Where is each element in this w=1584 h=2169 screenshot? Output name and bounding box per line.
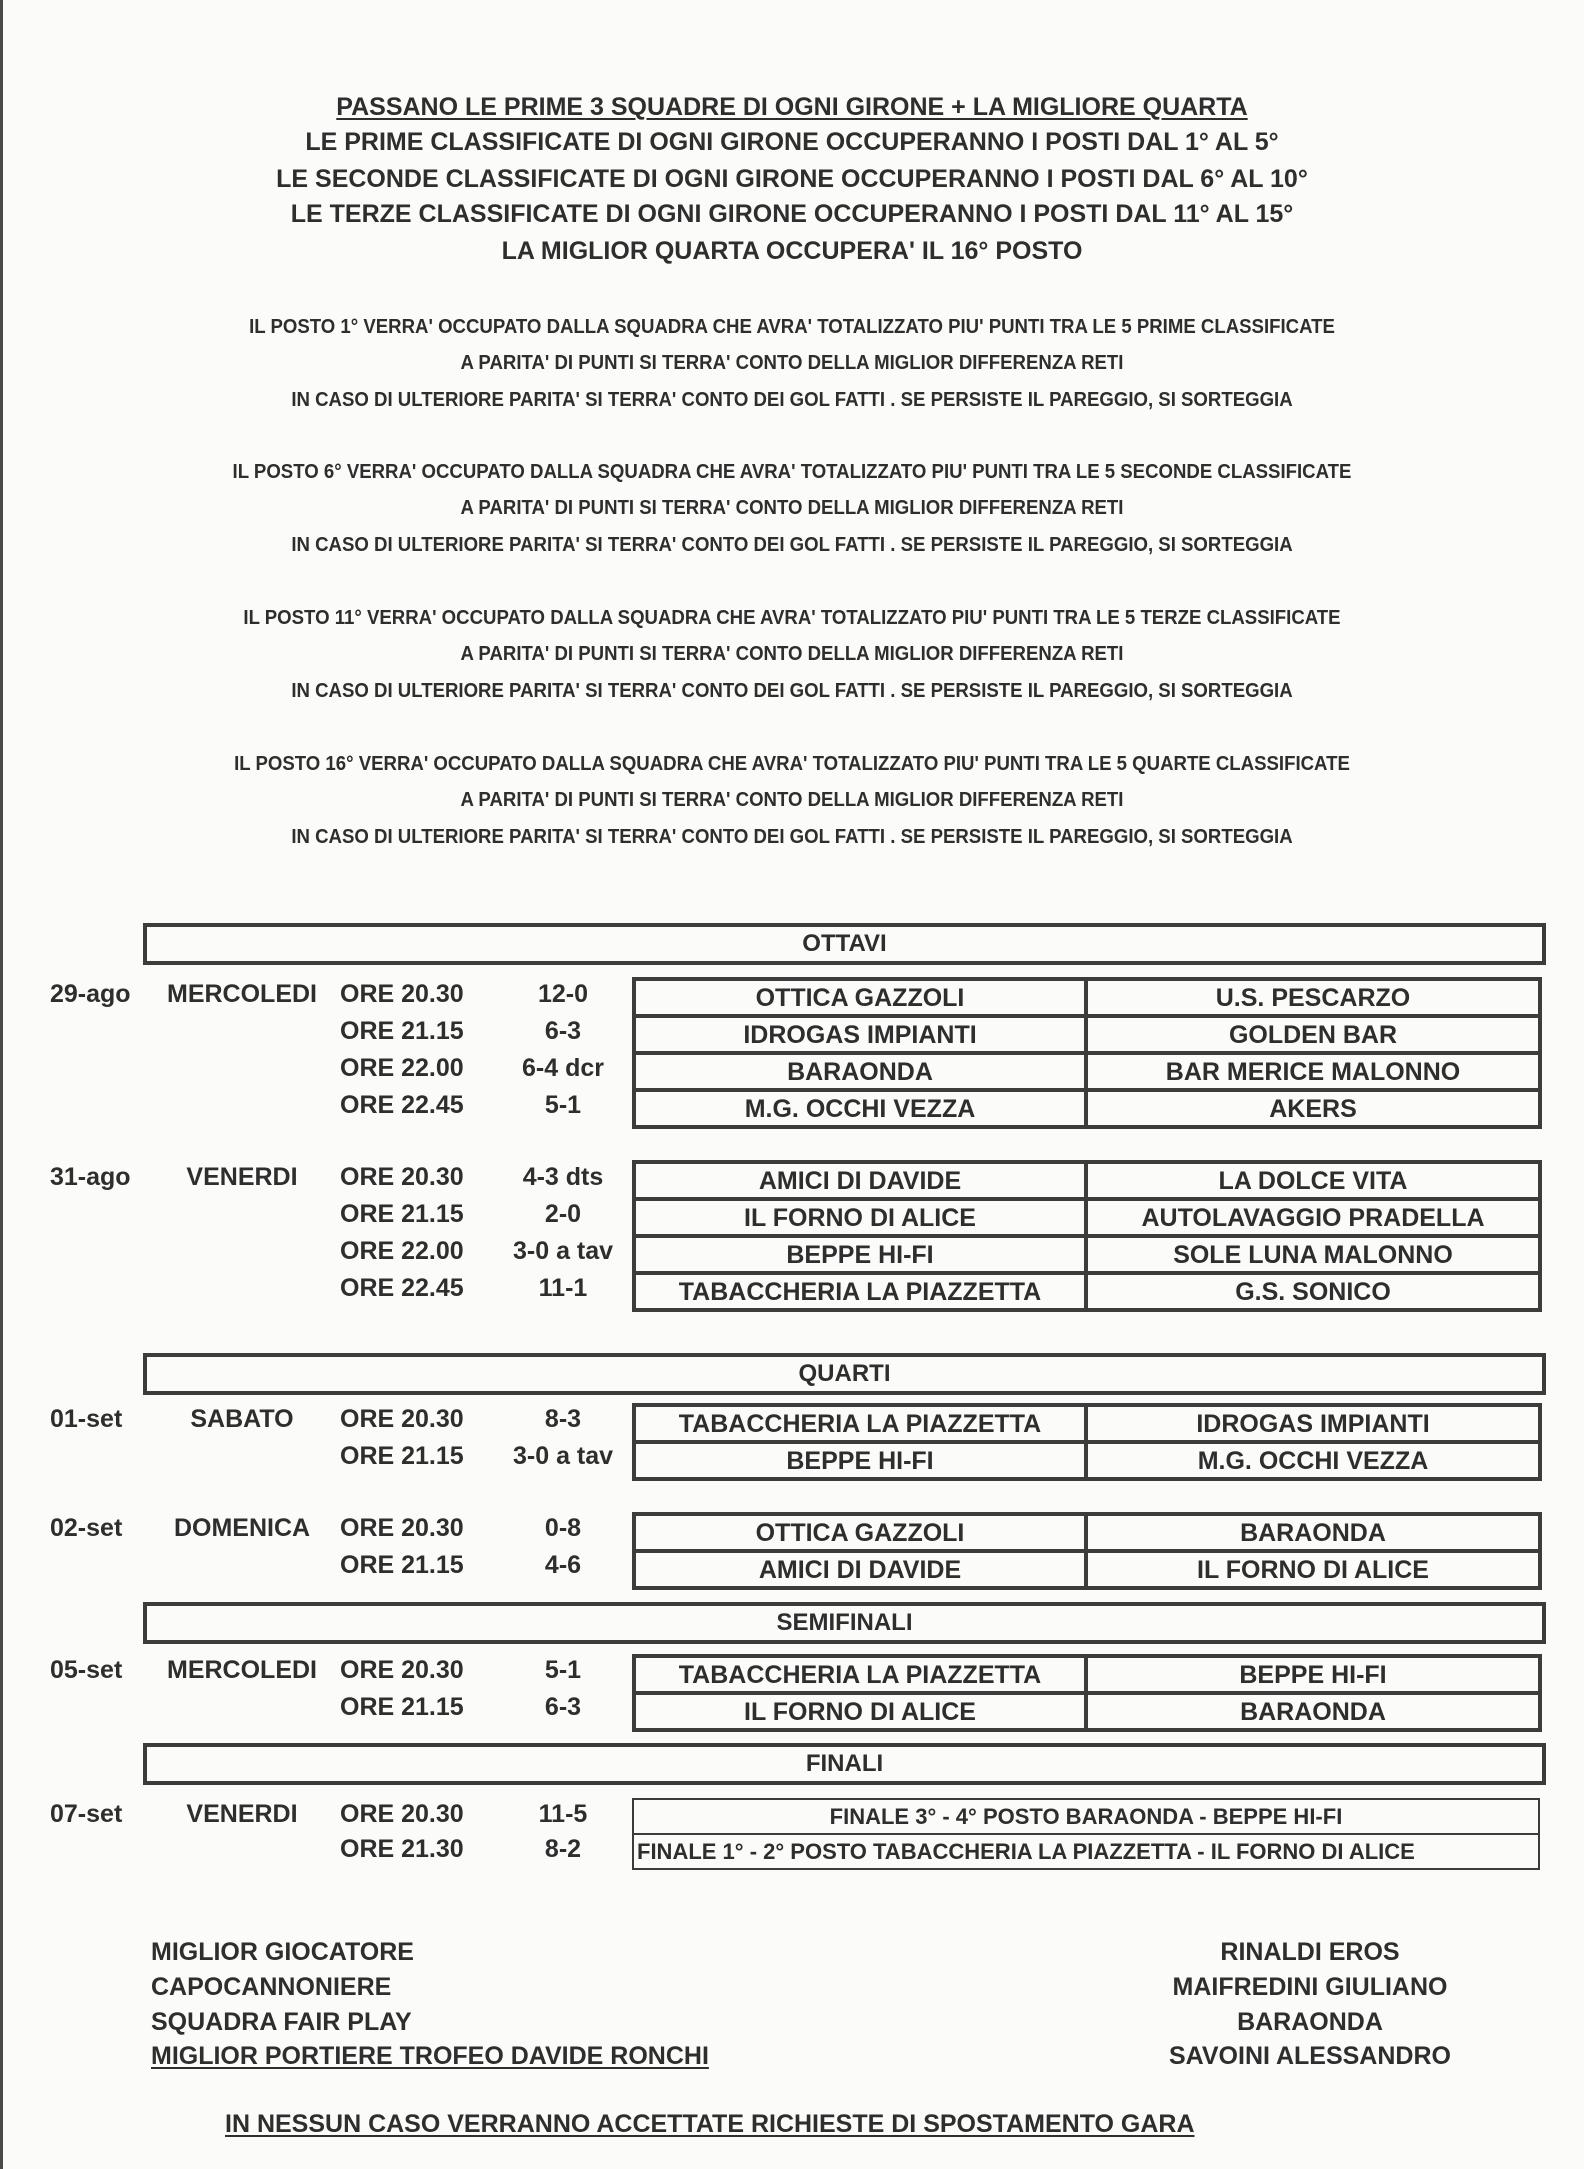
home-team: IL FORNO DI ALICE <box>636 1201 1088 1234</box>
match-row <box>636 1691 1538 1728</box>
match-date: 29-ago <box>50 980 131 1008</box>
match-date: 01-set <box>50 1405 123 1433</box>
scan-edge <box>0 0 3 2169</box>
criteria-main: IL POSTO 16° VERRA' OCCUPATO DALLA SQUADRA CHE AVRA' TOTALIZZATO PIU' PUNTI TRA LE 5 QUARTE CLASSIFICATE <box>234 753 1350 775</box>
match-time: ORE 20.30 <box>340 1405 464 1433</box>
criteria-tie: IN CASO DI ULTERIORE PARITA' SI TERRA' CONTO DEI GOL FATTI . SE PERSISTE IL PAREGGIO, SI SORTEGGIA <box>291 680 1293 702</box>
match-date: 02-set <box>50 1514 123 1542</box>
criteria-tie: A PARITA' DI PUNTI SI TERRA' CONTO DELLA MIGLIOR DIFFERENZA RETI <box>460 497 1124 519</box>
rules-line: LE SECONDE CLASSIFICATE DI OGNI GIRONE OCCUPERANNO I POSTI DAL 6° AL 10° <box>276 165 1308 193</box>
match-date: 05-set <box>50 1656 123 1684</box>
rules-title: PASSANO LE PRIME 3 SQUADRE DI OGNI GIRONE + LA MIGLIORE QUARTA <box>336 93 1248 121</box>
match-score: 8-3 <box>544 1405 582 1433</box>
match-time: ORE 21.15 <box>340 1200 464 1228</box>
match-row <box>636 1197 1538 1234</box>
final-match-label: FINALE 1° - 2° POSTO TABACCHERIA LA PIAZZETTA - IL FORNO DI ALICE <box>634 1833 1538 1868</box>
match-time: ORE 20.30 <box>340 1656 464 1684</box>
match-time: ORE 20.30 <box>340 1163 464 1191</box>
criteria-tie: IN CASO DI ULTERIORE PARITA' SI TERRA' CONTO DEI GOL FATTI . SE PERSISTE IL PAREGGIO, SI SORTEGGIA <box>291 534 1293 556</box>
match-time: ORE 21.15 <box>340 1693 464 1721</box>
criteria-tie: A PARITA' DI PUNTI SI TERRA' CONTO DELLA MIGLIOR DIFFERENZA RETI <box>460 789 1124 811</box>
match-row <box>636 1051 1538 1088</box>
award-label: MIGLIOR PORTIERE TROFEO DAVIDE RONCHI <box>151 2042 709 2070</box>
match-weekday: VENERDI <box>186 1163 298 1191</box>
match-row <box>636 1658 1538 1691</box>
match-box-quarti-1 <box>632 1403 1542 1481</box>
away-team: M.G. OCCHI VEZZA <box>1197 1447 1429 1475</box>
stage-header-semifinali: SEMIFINALI <box>143 1602 1546 1644</box>
match-time: ORE 21.15 <box>340 1551 464 1579</box>
match-weekday: SABATO <box>190 1405 294 1433</box>
stage-header-finali: FINALI <box>143 1743 1546 1785</box>
match-time: ORE 21.15 <box>340 1442 464 1470</box>
final-match-label: FINALE 3° - 4° POSTO BARAONDA - BEPPE HI-FI <box>829 1804 1343 1829</box>
home-team: OTTICA GAZZOLI <box>636 981 1088 1014</box>
match-row <box>636 1088 1538 1125</box>
match-box-semifinali <box>632 1654 1542 1732</box>
match-row <box>636 1271 1538 1308</box>
match-row <box>636 1164 1538 1197</box>
award-label: MIGLIOR GIOCATORE <box>151 1938 414 1966</box>
match-weekday: DOMENICA <box>173 1514 311 1542</box>
away-team: BEPPE HI-FI <box>1239 1661 1387 1689</box>
match-score: 3-0 a tav <box>513 1237 614 1265</box>
home-team: TABACCHERIA LA PIAZZETTA <box>636 1658 1088 1691</box>
match-row <box>636 981 1538 1014</box>
home-team: BEPPE HI-FI <box>636 1238 1088 1271</box>
home-team: AMICI DI DAVIDE <box>636 1553 1088 1586</box>
away-team: AKERS <box>1269 1095 1357 1123</box>
rules-line: LE PRIME CLASSIFICATE DI OGNI GIRONE OCCUPERANNO I POSTI DAL 1° AL 5° <box>305 128 1279 156</box>
away-team: BARAONDA <box>1240 1698 1386 1726</box>
match-score: 4-3 dts <box>522 1163 604 1191</box>
match-weekday: MERCOLEDI <box>167 1656 317 1684</box>
match-score: 5-1 <box>544 1091 582 1119</box>
match-score: 3-0 a tav <box>513 1442 614 1470</box>
criteria-tie: IN CASO DI ULTERIORE PARITA' SI TERRA' CONTO DEI GOL FATTI . SE PERSISTE IL PAREGGIO, SI SORTEGGIA <box>291 389 1293 411</box>
match-score: 6-3 <box>544 1693 582 1721</box>
stage-header-ottavi: OTTAVI <box>143 923 1546 965</box>
match-time: ORE 22.00 <box>340 1054 464 1082</box>
away-team: AUTOLAVAGGIO PRADELLA <box>1141 1204 1485 1232</box>
award-label: CAPOCANNONIERE <box>151 1973 392 2001</box>
home-team: TABACCHERIA LA PIAZZETTA <box>636 1275 1088 1308</box>
match-row <box>636 1234 1538 1271</box>
match-time: ORE 21.15 <box>340 1017 464 1045</box>
criteria-main: IL POSTO 11° VERRA' OCCUPATO DALLA SQUADRA CHE AVRA' TOTALIZZATO PIU' PUNTI TRA LE 5 TERZE CLASSIFICATE <box>243 607 1341 629</box>
match-score: 12-0 <box>537 980 589 1008</box>
match-time: ORE 20.30 <box>340 1800 464 1828</box>
match-score: 0-8 <box>544 1514 582 1542</box>
away-team: SOLE LUNA MALONNO <box>1173 1241 1453 1269</box>
match-row <box>636 1549 1538 1586</box>
match-date: 31-ago <box>50 1163 131 1191</box>
home-team: BARAONDA <box>636 1055 1088 1088</box>
away-team: BAR MERICE MALONNO <box>1165 1058 1461 1086</box>
award-value: SAVOINI ALESSANDRO <box>1169 2042 1451 2070</box>
award-value: MAIFREDINI GIULIANO <box>1172 1973 1448 2001</box>
match-time: ORE 20.30 <box>340 980 464 1008</box>
home-team: TABACCHERIA LA PIAZZETTA <box>636 1407 1088 1440</box>
match-time: ORE 21.30 <box>340 1835 464 1863</box>
award-value: RINALDI EROS <box>1220 1938 1400 1966</box>
notice: IN NESSUN CASO VERRANNO ACCETTATE RICHIESTE DI SPOSTAMENTO GARA <box>225 2110 1195 2138</box>
match-score: 5-1 <box>544 1656 582 1684</box>
match-time: ORE 22.00 <box>340 1237 464 1265</box>
home-team: IL FORNO DI ALICE <box>636 1695 1088 1728</box>
criteria-tie: A PARITA' DI PUNTI SI TERRA' CONTO DELLA MIGLIOR DIFFERENZA RETI <box>460 643 1124 665</box>
match-score: 2-0 <box>544 1200 582 1228</box>
away-team: GOLDEN BAR <box>1228 1021 1398 1049</box>
match-time: ORE 22.45 <box>340 1274 464 1302</box>
away-team: G.S. SONICO <box>1235 1278 1391 1306</box>
stage-header-quarti: QUARTI <box>143 1353 1546 1395</box>
away-team: IL FORNO DI ALICE <box>1197 1556 1429 1584</box>
match-score: 8-2 <box>544 1835 582 1863</box>
match-row <box>636 1014 1538 1051</box>
match-row <box>636 1440 1538 1477</box>
away-team: LA DOLCE VITA <box>1218 1167 1408 1195</box>
match-time: ORE 22.45 <box>340 1091 464 1119</box>
match-score: 11-5 <box>538 1800 588 1828</box>
match-box-ottavi-1 <box>632 977 1542 1129</box>
match-score: 6-3 <box>544 1017 582 1045</box>
match-box-quarti-2 <box>632 1512 1542 1590</box>
match-row <box>636 1407 1538 1440</box>
match-box-ottavi-2 <box>632 1160 1542 1312</box>
criteria-main: IL POSTO 6° VERRA' OCCUPATO DALLA SQUADRA CHE AVRA' TOTALIZZATO PIU' PUNTI TRA LE 5 SECONDE CLASSIFICATE <box>232 461 1352 483</box>
away-team: IDROGAS IMPIANTI <box>1196 1410 1430 1438</box>
match-time: ORE 20.30 <box>340 1514 464 1542</box>
criteria-tie: A PARITA' DI PUNTI SI TERRA' CONTO DELLA MIGLIOR DIFFERENZA RETI <box>460 352 1124 374</box>
match-row <box>636 1516 1538 1549</box>
match-weekday: VENERDI <box>186 1800 298 1828</box>
award-value: BARAONDA <box>1237 2008 1383 2036</box>
award-label: SQUADRA FAIR PLAY <box>151 2008 412 2036</box>
match-score: 4-6 <box>544 1551 582 1579</box>
home-team: BEPPE HI-FI <box>636 1444 1088 1477</box>
match-box-finali <box>632 1798 1540 1870</box>
match-date: 07-set <box>50 1800 123 1828</box>
match-score: 6-4 dcr <box>522 1054 604 1082</box>
criteria-main: IL POSTO 1° VERRA' OCCUPATO DALLA SQUADRA CHE AVRA' TOTALIZZATO PIU' PUNTI TRA LE 5 PRIME CLASSIFICATE <box>249 316 1335 338</box>
home-team: M.G. OCCHI VEZZA <box>636 1092 1088 1125</box>
rules-line: LA MIGLIOR QUARTA OCCUPERA' IL 16° POSTO <box>501 237 1083 265</box>
away-team: U.S. PESCARZO <box>1215 984 1411 1012</box>
home-team: OTTICA GAZZOLI <box>636 1516 1088 1549</box>
away-team: BARAONDA <box>1240 1519 1386 1547</box>
home-team: AMICI DI DAVIDE <box>636 1164 1088 1197</box>
match-score: 11-1 <box>538 1274 588 1302</box>
rules-line: LE TERZE CLASSIFICATE DI OGNI GIRONE OCCUPERANNO I POSTI DAL 11° AL 15° <box>290 200 1294 228</box>
match-weekday: MERCOLEDI <box>167 980 317 1008</box>
criteria-tie: IN CASO DI ULTERIORE PARITA' SI TERRA' CONTO DEI GOL FATTI . SE PERSISTE IL PAREGGIO, SI SORTEGGIA <box>291 826 1293 848</box>
home-team: IDROGAS IMPIANTI <box>636 1018 1088 1051</box>
